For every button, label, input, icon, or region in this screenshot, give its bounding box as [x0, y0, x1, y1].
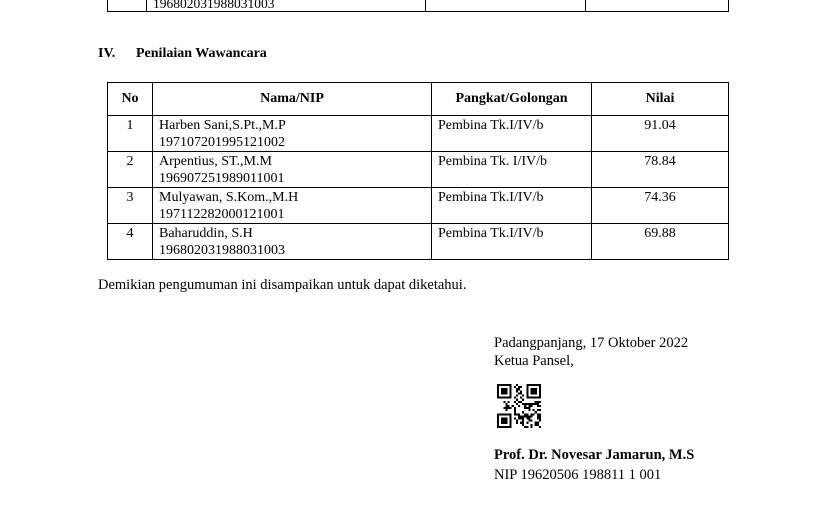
section-title: Penilaian Wawancara	[136, 46, 267, 61]
table-row	[108, 224, 729, 260]
section-heading	[98, 46, 267, 62]
section-number: IV.	[98, 46, 116, 61]
row-nip: 197112282000121001	[159, 207, 285, 222]
row-name: Mulyawan, S.Kom.,M.H	[159, 190, 299, 205]
previous-table-fragment	[107, 0, 729, 12]
row-score: 69.88	[592, 224, 729, 260]
row-name-cell	[153, 152, 432, 188]
row-no: 4	[108, 224, 153, 260]
table-row	[108, 188, 729, 224]
row-score: 74.36	[592, 188, 729, 224]
row-score: 91.04	[592, 116, 729, 152]
row-rank: Pembina Tk.I/IV/b	[432, 116, 592, 152]
signer-name: Prof. Dr. Novesar Jamarun, M.S	[494, 447, 695, 463]
row-name: Arpentius, ST.,M.M	[159, 154, 272, 169]
signer-nip: NIP 19620506 198811 1 001	[494, 467, 662, 483]
row-name: Harben Sani,S.Pt.,M.P	[159, 118, 286, 133]
row-rank: Pembina Tk. I/IV/b	[432, 152, 592, 188]
nip-cell: 196802031988031003	[147, 0, 426, 12]
row-nip: 197107201995121002	[159, 135, 285, 150]
row-name: Baharuddin, S.H	[159, 226, 253, 241]
row-score: 78.84	[592, 152, 729, 188]
signature-place-date	[494, 334, 688, 352]
signature-position: Ketua Pansel,	[494, 353, 574, 369]
signature-place: Padangpanjang,	[494, 335, 587, 351]
header-name: Nama/NIP	[153, 83, 432, 116]
header-score: Nilai	[592, 83, 729, 116]
table-row	[108, 0, 729, 12]
row-no: 2	[108, 152, 153, 188]
row-name-cell	[153, 224, 432, 260]
qr-code-icon	[497, 384, 541, 428]
row-nip: 196802031988031003	[159, 243, 285, 258]
row-rank: Pembina Tk.I/IV/b	[432, 188, 592, 224]
table-row	[108, 152, 729, 188]
table-header-row	[108, 83, 729, 116]
row-rank: Pembina Tk.I/IV/b	[432, 224, 592, 260]
row-name-cell	[153, 116, 432, 152]
header-rank: Pangkat/Golongan	[432, 83, 592, 116]
signature-date: 17 Oktober 2022	[589, 335, 689, 351]
row-nip: 196907251989011001	[159, 171, 285, 186]
signature-block	[494, 334, 688, 370]
closing-statement: Demikian pengumuman ini disampaikan untuk dapat diketahui.	[98, 277, 467, 293]
header-no: No	[108, 83, 153, 116]
row-no: 3	[108, 188, 153, 224]
table-row	[108, 116, 729, 152]
row-name-cell	[153, 188, 432, 224]
interview-score-table	[107, 82, 729, 260]
row-no: 1	[108, 116, 153, 152]
